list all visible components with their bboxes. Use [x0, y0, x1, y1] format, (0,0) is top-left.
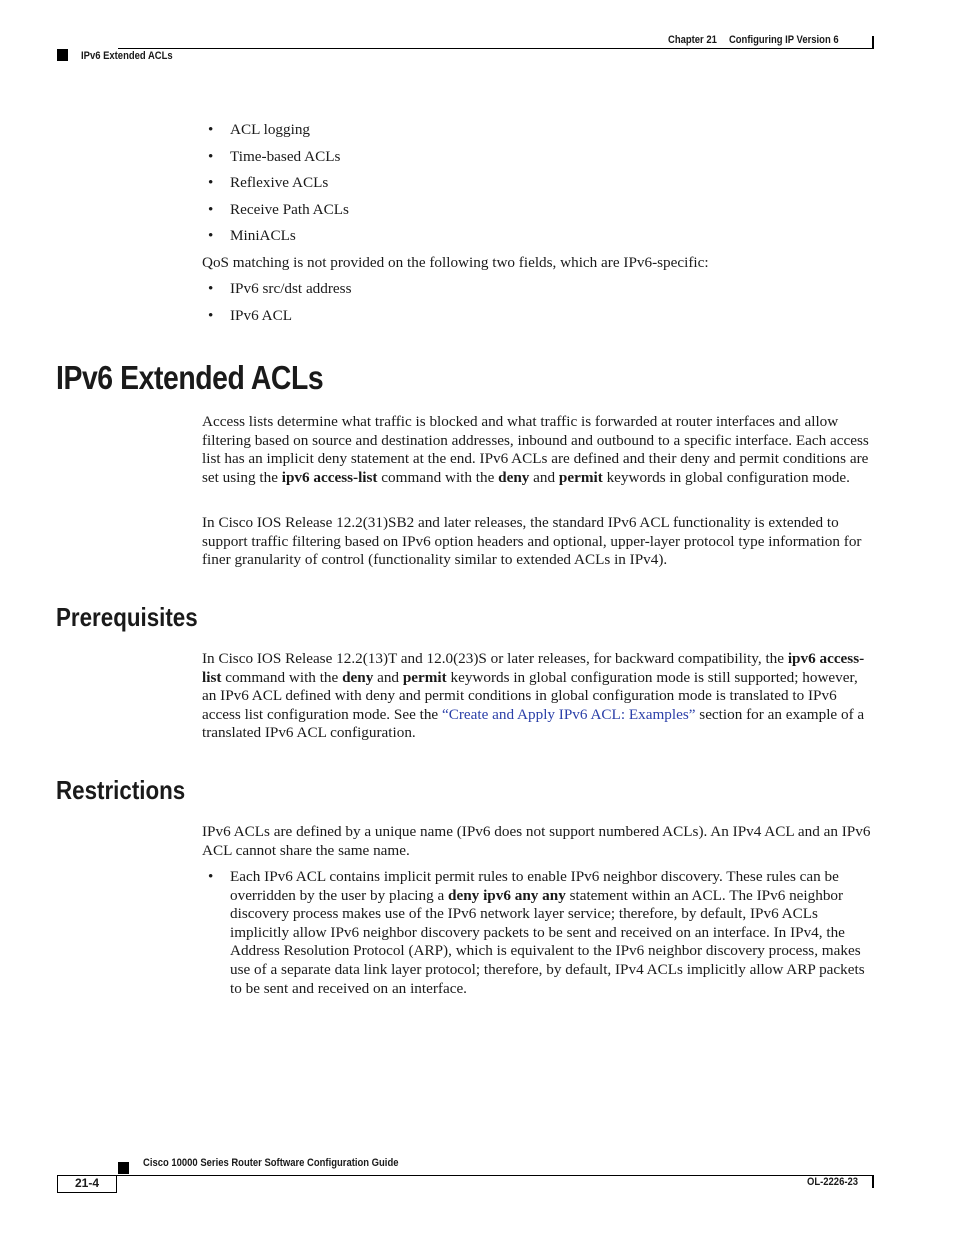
- extended-acl-paragraph-1: [202, 413, 874, 487]
- section-title: IPv6 Extended ACLs: [56, 359, 324, 396]
- text-run: and: [529, 468, 559, 486]
- permit-keyword: permit: [558, 468, 603, 486]
- running-header-section: IPv6 Extended ACLs: [81, 50, 173, 62]
- footer-doc-number: OL-2226-23: [807, 1176, 859, 1188]
- text-run: Access lists determine what traffic is blocked and what traffic is forwarded at router interfaces and allow filtering based on source and destination addresses, inbound and outbound to a specific interface. Each access list has an implicit deny statement at the end. IPv6 ACLs are defined and their deny and permit conditions are set using the: [202, 413, 869, 486]
- bullet-glyph: •: [208, 307, 214, 324]
- restrictions-paragraph: IPv6 ACLs are defined by a unique name (IPv6 does not support numbered ACLs). An IPv4 ACL and an IPv6 ACL cannot share the same name.: [202, 823, 871, 859]
- list-item: IPv6 src/dst address: [230, 280, 352, 297]
- prerequisites-heading: Prerequisites: [56, 602, 198, 632]
- bullet-glyph: •: [208, 280, 214, 297]
- list-item: Receive Path ACLs: [230, 201, 349, 218]
- text-run: statement within an ACL. The IPv6 neighbor discovery process makes use of the IPv6 network layer service; therefore, by default, IPv6 ACLs implicitly allow IPv6 neighbor discovery packets to be sent and received on an interface. In IPv4, the Address Resolution Protocol (ARP), which is equivalent to the IPv6 neighbor discovery process, makes use of a separate data link layer protocol; therefore, by default, IPv4 ACLs implicitly allow ARP packets to be sent and received on an interface.: [230, 886, 865, 997]
- header-rule: [118, 48, 874, 49]
- running-header-chapter: [668, 34, 839, 46]
- bullet-glyph: •: [208, 201, 214, 218]
- list-item: IPv6 ACL: [230, 307, 293, 324]
- page-number: 21-4: [57, 1175, 117, 1193]
- text-run: Each IPv6 ACL contains implicit permit rules to enable IPv6 neighbor discovery. These rules can be overridden by the user by placing a: [230, 868, 839, 904]
- chapter-title: Configuring IP Version 6: [728, 34, 839, 46]
- header-marker: [57, 49, 68, 61]
- footer-marker: [118, 1162, 129, 1174]
- bullet-glyph: •: [208, 121, 214, 138]
- list-item: MiniACLs: [230, 227, 296, 244]
- chapter-label: Chapter 21: [668, 34, 717, 46]
- list-item: Reflexive ACLs: [230, 174, 329, 191]
- bullet-glyph: •: [208, 868, 214, 885]
- text-run: command with the: [377, 468, 499, 486]
- command-keyword: ipv6 access-list: [281, 468, 378, 486]
- prerequisites-paragraph: [202, 650, 874, 743]
- footer-vertical-bar: [872, 1176, 874, 1188]
- text-run: section for an example of a translated IPv6 ACL configuration.: [202, 705, 865, 742]
- deny-keyword: deny: [498, 468, 530, 486]
- restrictions-bullet: [230, 868, 874, 998]
- bullet-glyph: •: [208, 227, 214, 244]
- cross-reference-link[interactable]: “Create and Apply IPv6 ACL: Examples”: [441, 705, 696, 723]
- text-run: keywords in global configuration mode is still supported; however, an IPv6 ACL defined with deny and permit conditions in global configuration mode is translated to IPv6 access list configuration mode. See the: [202, 668, 858, 723]
- list-item: ACL logging: [230, 121, 311, 138]
- footer-guide-title: Cisco 10000 Series Router Software Configuration Guide: [143, 1157, 399, 1169]
- command-keyword: deny ipv6 any any: [448, 886, 566, 904]
- text-run: In Cisco IOS Release 12.2(13)T and 12.0(23)S or later releases, for backward compatibility, the: [202, 650, 788, 667]
- deny-keyword: deny: [342, 668, 374, 686]
- extended-acl-paragraph-2: In Cisco IOS Release 12.2(31)SB2 and later releases, the standard IPv6 ACL functionality is extended to support traffic filtering based on IPv6 option headers and optional, upper-layer protocol type information for finer granularity of control (functionality similar to extended ACLs in IPv4).: [202, 514, 862, 569]
- text-run: and: [373, 668, 403, 686]
- permit-keyword: permit: [402, 668, 447, 686]
- footer-rule: [57, 1175, 874, 1176]
- command-keyword: ipv6 access-list: [202, 650, 865, 686]
- restrictions-heading: Restrictions: [56, 775, 186, 805]
- bullet-glyph: •: [208, 148, 214, 165]
- list-item: Time-based ACLs: [230, 148, 341, 165]
- qos-paragraph: QoS matching is not provided on the following two fields, which are IPv6-specific:: [202, 254, 709, 271]
- text-run: command with the: [221, 668, 343, 686]
- text-run: keywords in global configuration mode.: [602, 468, 850, 486]
- bullet-glyph: •: [208, 174, 214, 191]
